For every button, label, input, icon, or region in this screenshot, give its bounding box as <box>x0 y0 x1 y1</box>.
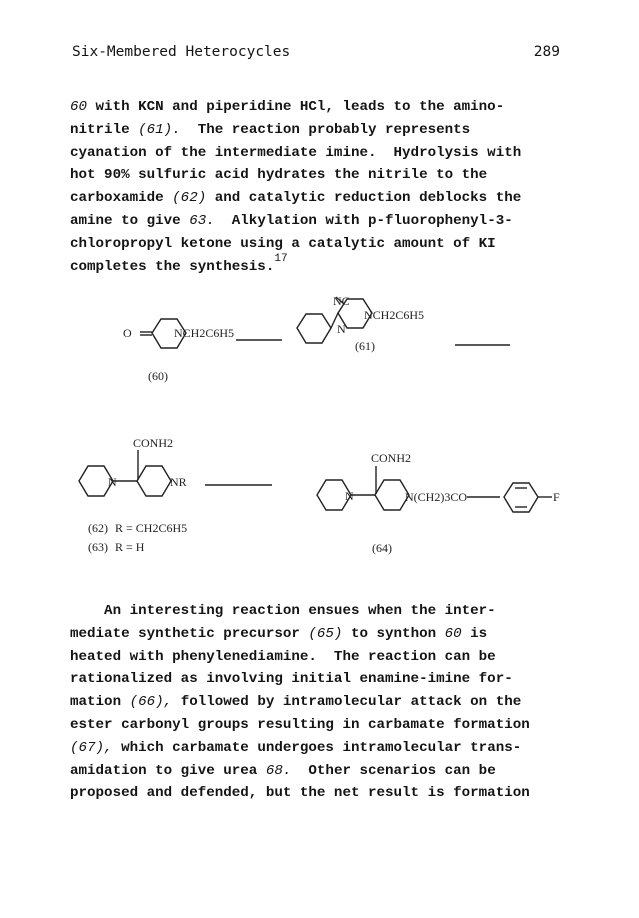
text-line: heated with phenylenediamine. The reaction can be <box>70 648 496 665</box>
piperidine-ring-61 <box>297 314 331 343</box>
compound-label-60: (60) <box>148 369 168 383</box>
substituted-ring-64 <box>375 480 409 510</box>
text-line: rationalized as involving initial enamine-imine for- <box>70 671 513 688</box>
text-line: mediate synthetic precursor <box>70 625 309 642</box>
compound-label-62: (62) <box>88 521 108 535</box>
text-line: completes the synthesis. <box>70 258 275 275</box>
text-line: hot 90% sulfuric acid hydrates the nitrile to the <box>70 167 488 184</box>
paragraph-2 <box>70 600 570 805</box>
text-line: which carbamate undergoes intramolecular trans- <box>112 739 522 756</box>
substituent-label-62: NR <box>170 475 187 489</box>
compound-ref-65: (65) <box>308 625 343 642</box>
reference-superscript: 17 <box>274 252 288 265</box>
text-line: cyanation of the intermediate imine. Hydrolysis with <box>70 144 522 161</box>
amide-label-62: CONH2 <box>133 436 174 450</box>
text-line: carboxamide <box>70 190 173 207</box>
ring-nitrogen-64: N <box>345 489 354 503</box>
compound-ref-61: (61). <box>138 121 181 138</box>
substituted-ring-62 <box>137 466 171 496</box>
text-line: proposed and defended, but the net result is formation <box>70 785 530 802</box>
text-line: to synthon <box>342 625 445 642</box>
definition-63: R = H <box>115 540 145 554</box>
compound-label-61: (61) <box>355 339 375 353</box>
compound-ref-68: 68. <box>265 762 292 779</box>
text-line: The reaction probably represents <box>180 121 471 138</box>
running-title: Six-Membered Heterocycles <box>72 44 291 60</box>
compound-ref-63: 63. <box>189 212 215 229</box>
text-line: chloropropyl ketone using a catalytic amount of KI <box>70 235 496 252</box>
text-line: with KCN and piperidine HCl, leads to the amino- <box>87 99 505 115</box>
text-line: followed by intramolecular attack on the <box>172 694 522 711</box>
fluorine-label: F <box>553 490 560 504</box>
compound-ref-66: (66), <box>129 694 173 711</box>
substituent-label-61: NCH2C6H5 <box>364 308 425 322</box>
compound-ref-60: 60 <box>444 625 462 642</box>
nitrile-label: NC <box>333 294 350 308</box>
compound-label-64: (64) <box>372 541 392 555</box>
page-number: 289 <box>533 44 560 60</box>
compound-ref-62: (62) <box>172 190 207 207</box>
text-line: mation <box>70 694 130 711</box>
text-line: is <box>461 625 488 642</box>
text-line: and catalytic reduction deblocks the <box>206 190 522 207</box>
compound-label-63: (63) <box>88 540 108 554</box>
ring-nitrogen-61: N <box>337 322 346 336</box>
text-line: nitrile <box>70 121 139 138</box>
substituent-label-60: NCH2C6H5 <box>174 326 235 340</box>
text-line: An interesting reaction ensues when the inter- <box>70 603 496 619</box>
compound-ref-60: 60 <box>70 99 88 115</box>
amide-label-64: CONH2 <box>371 451 412 465</box>
text-line: Alkylation with p-fluorophenyl-3- <box>214 212 513 229</box>
text-line: ester carbonyl groups resulting in carbamate formation <box>70 716 530 733</box>
carbonyl-label: O <box>123 326 132 340</box>
compound-ref-67: (67), <box>70 739 113 756</box>
chain-label-64: N(CH2)3CO <box>405 490 467 504</box>
ring-nitrogen-62: N <box>108 475 117 489</box>
text-line: amine to give <box>70 212 190 229</box>
text-line: amidation to give urea <box>70 762 266 779</box>
text-line: Other scenarios can be <box>291 762 496 779</box>
definition-62: R = CH2C6H5 <box>115 521 188 535</box>
